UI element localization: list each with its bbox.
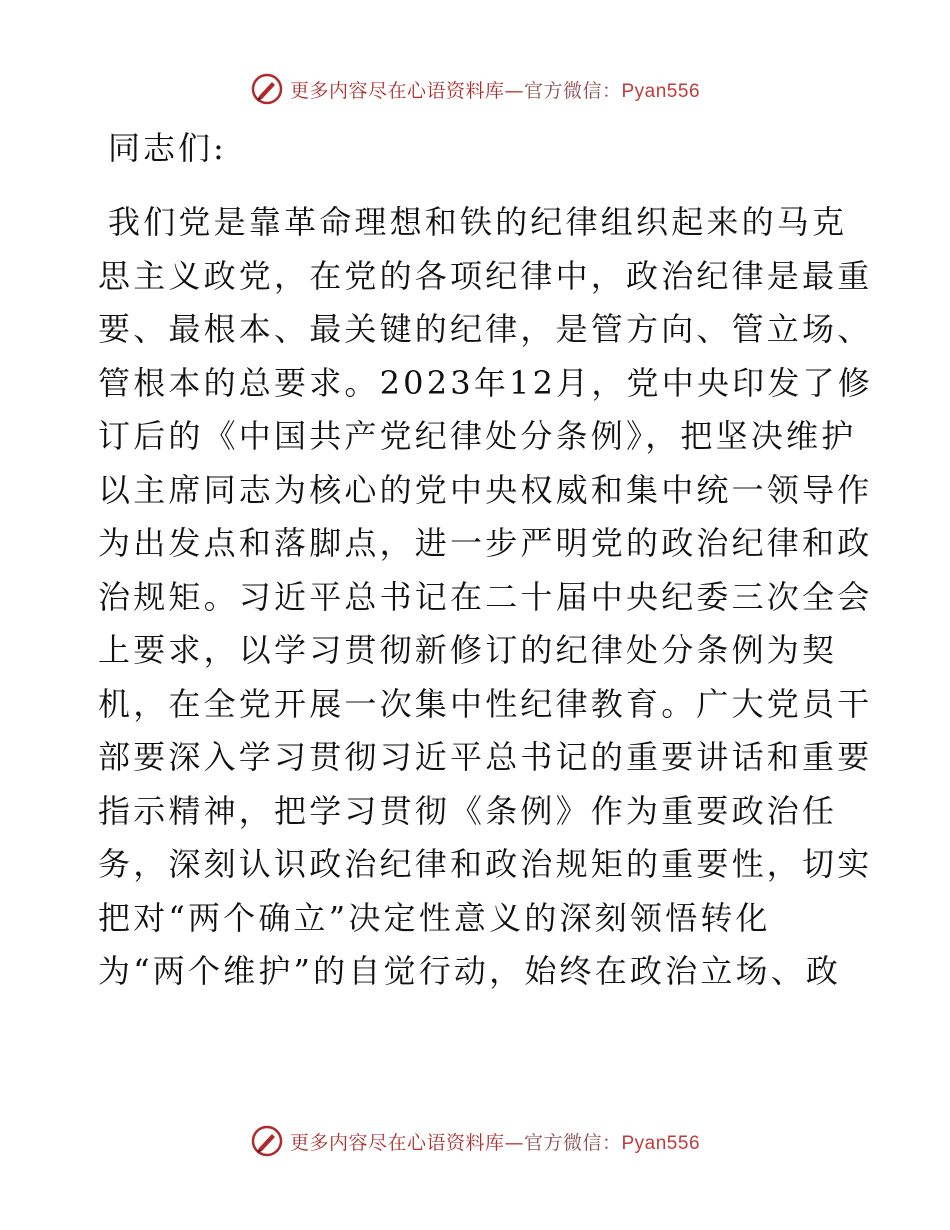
footer-watermark — [0, 1124, 950, 1158]
text-line: 机，在全党开展一次集中性纪律教育。广大党员干 — [98, 684, 873, 723]
watermark-text: 更多内容尽在心语资料库—官方微信：Pyan556 — [289, 1131, 701, 1154]
text-line: 指示精神，把学习贯彻《条例》作为重要政治任 — [98, 791, 838, 830]
text-line: 务，深刻认识政治纪律和政治规矩的重要性，切实 — [98, 845, 873, 883]
text-line: 上要求，以学习贯彻新修订的纪律处分条例为契 — [98, 631, 838, 669]
logo-icon — [250, 72, 284, 106]
text-line: 要、最根本、最关键的纪律，是管方向、管立场、 — [98, 310, 873, 348]
body-paragraph — [98, 200, 873, 1003]
text-line: 部要深入学习贯彻习近平总书记的重要讲话和重要 — [98, 738, 873, 776]
text-line: 把对“两个确立”决定性意义的深刻领悟转化 — [98, 898, 771, 937]
text-line: 以主席同志为核心的党中央权威和集中统一领导作 — [98, 470, 873, 509]
greeting: 同志们: — [108, 129, 227, 167]
text-line: 思主义政党，在党的各项纪律中，政治纪律是最重 — [98, 256, 873, 295]
text-line: 为“两个维护”的自觉行动，始终在政治立场、政 — [98, 952, 842, 990]
logo-icon — [250, 1124, 284, 1158]
text-line: 为出发点和落脚点，进一步严明党的政治纪律和政 — [98, 524, 873, 562]
text-line: 管根本的总要求。2023年12月，党中央印发了修 — [98, 363, 873, 402]
text-line: 治规矩。习近平总书记在二十届中央纪委三次全会 — [98, 577, 873, 616]
header-watermark — [0, 72, 950, 106]
text-line: 订后的《中国共产党纪律处分条例》，把坚决维护 — [98, 417, 857, 455]
watermark-text: 更多内容尽在心语资料库—官方微信：Pyan556 — [289, 79, 701, 102]
text-line: 我们党是靠革命理想和铁的纪律组织起来的马克 — [108, 203, 848, 241]
